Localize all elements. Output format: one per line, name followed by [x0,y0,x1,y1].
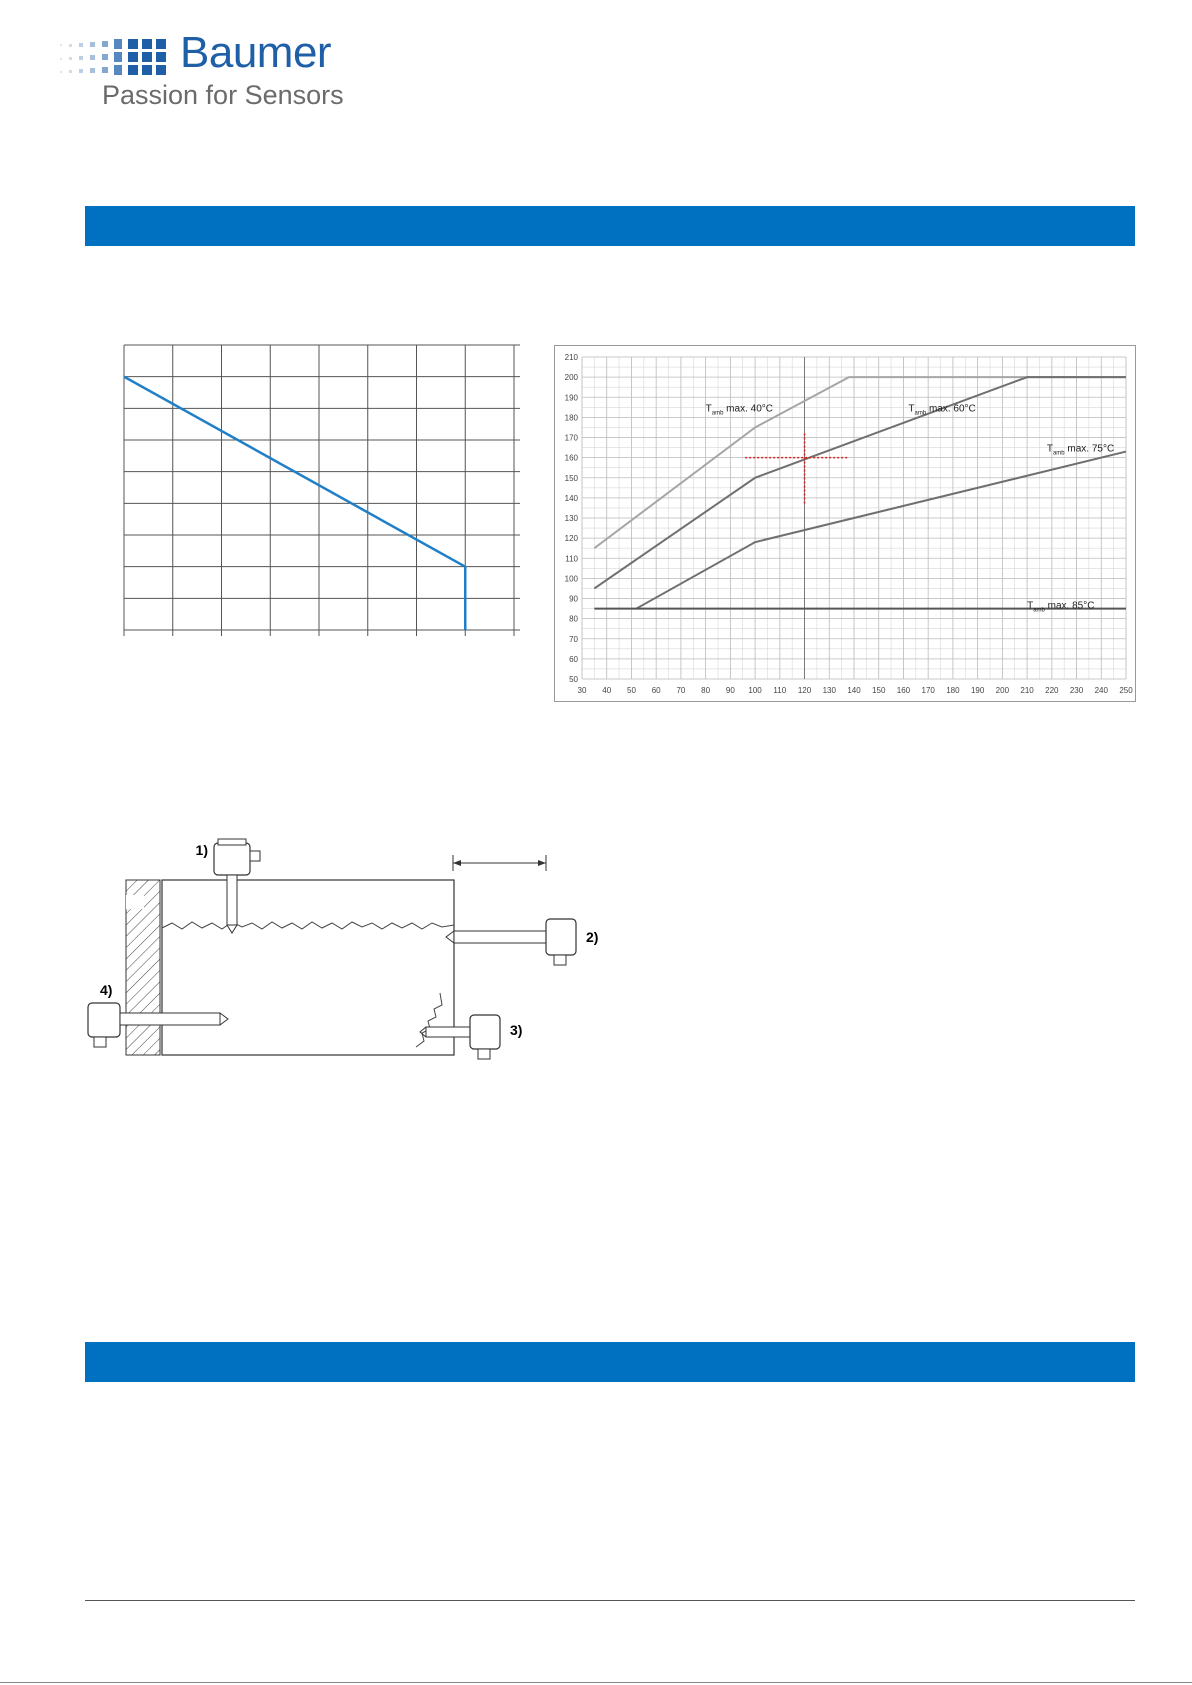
x-tick-label: 250 [1119,686,1133,695]
y-tick-label: 110 [565,554,578,564]
y-tick-label: 210 [564,353,578,362]
footer-rule [85,1600,1135,1601]
label-1: 1) [195,842,208,858]
x-tick-label: 60 [651,686,661,695]
x-tick-label: 80 [701,686,711,695]
y-tick-label: 130 [564,514,578,523]
label-4: 4) [100,982,113,998]
x-tick-label: 130 [822,686,836,695]
x-tick-label: 180 [946,686,960,695]
series-label-4: $T_{amb}$ max. 85°C [1027,600,1095,614]
temperature-chart [554,345,1136,705]
y-tick-label: 140 [564,493,578,503]
installation-diagram [80,835,599,1065]
y-tick-label: 190 [564,393,578,403]
chart-frame [555,346,1136,702]
y-tick-label: 50 [569,675,578,684]
y-tick-label: 180 [564,413,578,423]
y-tick-label: 150 [564,473,578,483]
brand-name: Baumer [180,28,332,77]
label-3: 3) [510,1022,523,1038]
x-tick-label: 150 [872,686,886,695]
brand-tagline: Passion for Sensors [102,80,344,110]
x-tick-label: 170 [921,686,935,695]
series-label-2: $T_{amb}$ max. 60°C [908,403,976,417]
section-header-band-2 [85,1342,1135,1382]
y-tick-label: 160 [564,453,578,463]
sensor-1-icon [214,839,260,933]
x-tick-label: 90 [725,686,735,695]
x-tick-label: 30 [577,686,587,695]
x-tick-label: 190 [970,686,985,695]
y-tick-label: 70 [569,634,578,644]
y-tick-label: 120 [564,534,578,544]
x-tick-label: 160 [896,686,911,695]
label-2: 2) [586,929,599,945]
series-label-1: $T_{amb}$ max. 40°C [705,403,773,417]
y-tick-label: 60 [569,654,578,664]
x-tick-label: 140 [847,686,861,695]
x-tick-label: 210 [1020,686,1034,695]
liquid-level [162,922,454,929]
series-label-3: $T_{amb}$ max. 75°C [1046,443,1115,457]
left-chart-grid [124,345,520,636]
y-tick-label: 80 [569,614,578,624]
tank-outline [162,880,454,1055]
x-tick-label: 120 [797,686,812,695]
sensor-2-icon [446,919,576,965]
y-tick-label: 170 [564,433,578,443]
sensor-3-icon [416,993,500,1059]
wall-gap [126,895,144,909]
y-tick-label: 200 [564,373,578,383]
x-tick-label: 50 [627,686,636,695]
page-edge-rule [0,1682,1192,1683]
x-tick-label: 220 [1045,686,1059,695]
y-tick-label: 100 [564,574,578,584]
section-header-band [85,206,1135,246]
x-tick-label: 200 [995,686,1010,695]
x-tick-label: 230 [1069,686,1084,695]
y-tick-label: 90 [569,594,578,604]
x-tick-label: 100 [748,686,762,695]
x-tick-label: 70 [676,686,686,695]
derating-chart [100,330,540,650]
x-tick-label: 240 [1094,686,1108,695]
x-tick-label: 110 [773,686,787,695]
x-tick-label: 40 [602,686,612,695]
